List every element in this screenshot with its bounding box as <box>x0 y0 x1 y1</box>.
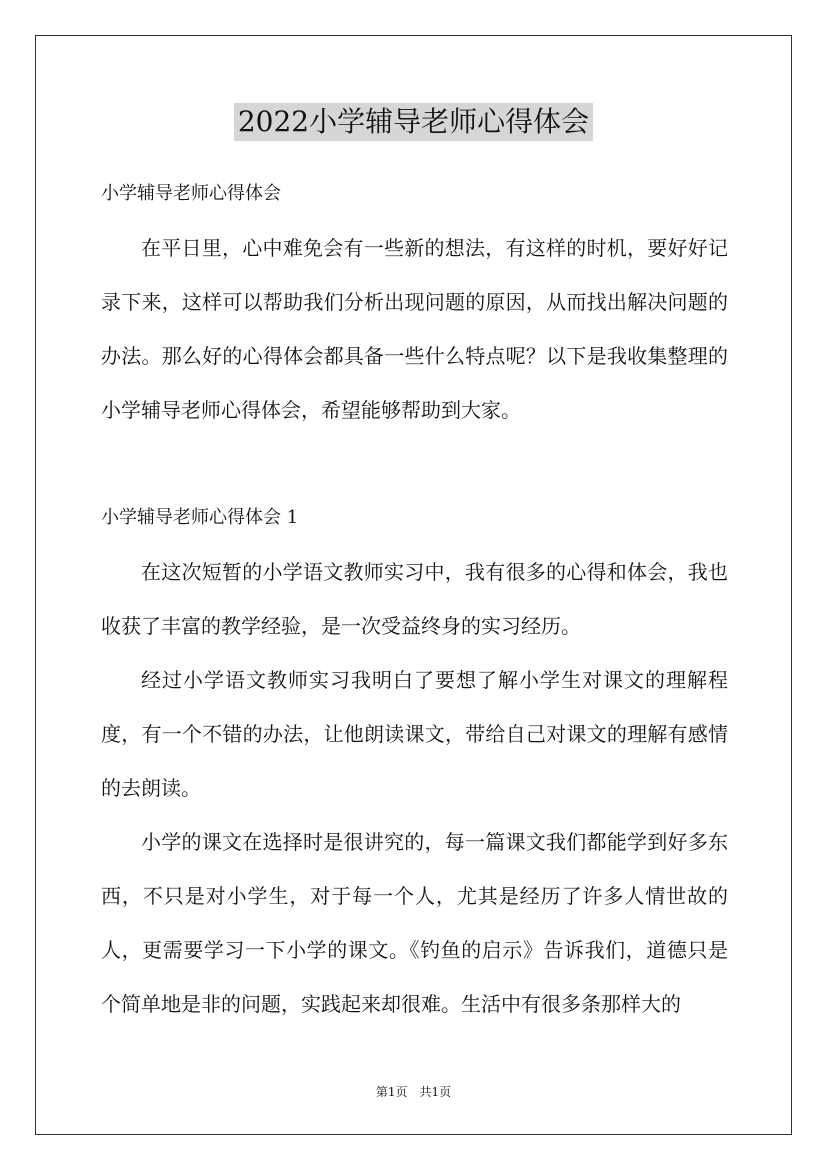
intro-paragraph: 在平日里，心中难免会有一些新的想法，有这样的时机，要好好记录下来，这样可以帮助我们分析出现问题的原因，从而找出解决问题的办法。那么好的心得体会都具备一些什么特点呢？以下是我收集整理的小学辅导老师心得体会，希望能够帮助到大家。 <box>101 236 728 422</box>
body-paragraph-2: 经过小学语文教师实习我明白了要想了解小学生对课文的理解程度，有一个不错的办法，让他朗读课文，带给自己对课文的理解有感情的去朗读。 <box>101 668 728 800</box>
section-heading-1: 小学辅导老师心得体会 1 <box>101 507 299 528</box>
section-heading-intro: 小学辅导老师心得体会 <box>101 183 281 204</box>
body-paragraph-3: 小学的课文在选择时是很讲究的，每一篇课文我们都能学到好多东西，不只是对小学生，对于每一个人，尤其是经历了许多人情世故的人，更需要学习一下小学的课文。《钓鱼的启示》告诉我们，道德只是个简单地是非的问题，实践起来却很难。生活中有很多条那样大的 <box>101 830 728 1016</box>
page-footer: 第1页 共1页 <box>375 1085 452 1099</box>
title-container <box>0 103 827 141</box>
body-paragraph-1: 在这次短暂的小学语文教师实习中，我有很多的心得和体会，我也收获了丰富的教学经验，是一次受益终身的实习经历。 <box>101 560 728 638</box>
document-title: 2022小学辅导老师心得体会 <box>234 103 593 141</box>
